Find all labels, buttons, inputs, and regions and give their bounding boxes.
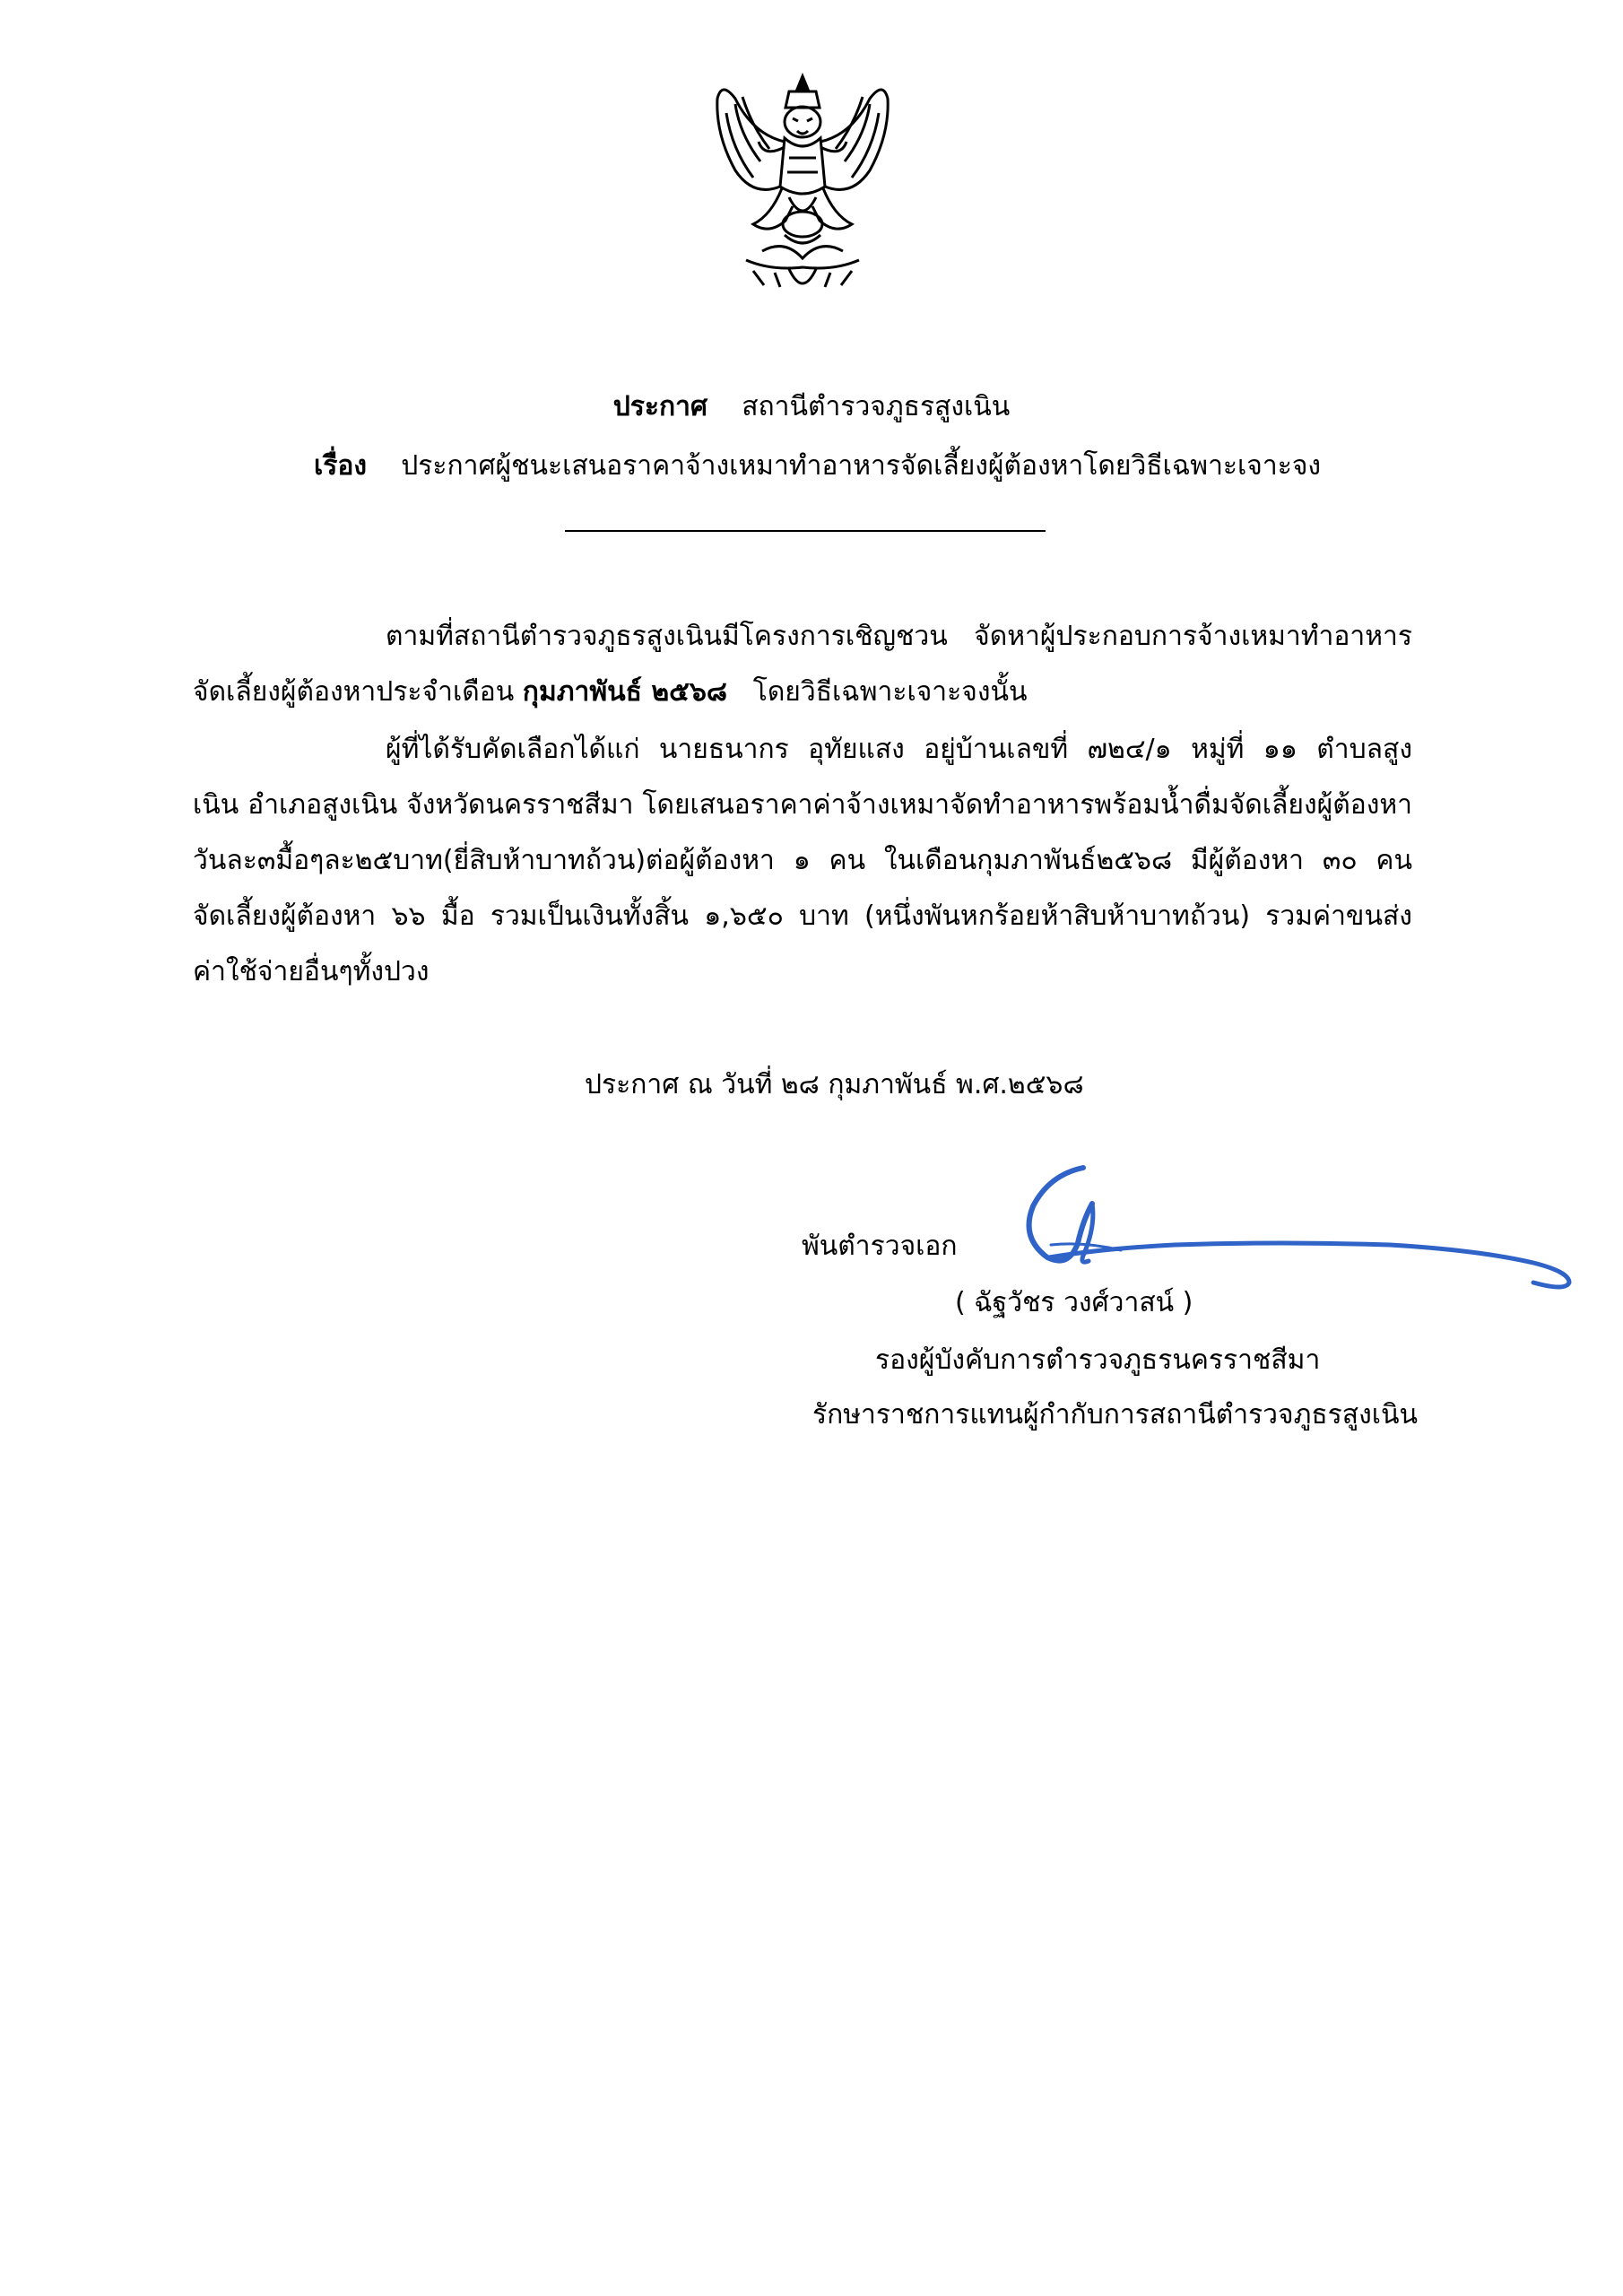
paragraph-1-line-1 xyxy=(386,619,1412,655)
p1-month-year: กุมภาพันธ์ ๒๕๖๘ xyxy=(522,676,728,708)
p2-l4-w0: จัดเลี้ยงผู้ต้องหา xyxy=(193,900,377,932)
name-text: ( ฉัฐวัชร วงศ์วาสน์ ) xyxy=(955,1287,1193,1318)
p2-l1-w1: นายธนากร xyxy=(658,734,789,765)
p2-l2-w0: เนิน xyxy=(193,789,239,821)
paragraph-2-line-2 xyxy=(193,787,1412,823)
paragraph-2-line-3 xyxy=(193,843,1412,879)
p2-l4-w4: ๑,๖๕๐ xyxy=(704,900,784,932)
acting-text: รักษาราชการแทนผู้กำกับการสถานีตำรวจภูธรสูงเนิน xyxy=(812,1399,1418,1431)
p2-l2-w2: จังหวัดนครราชสีมา xyxy=(406,789,634,821)
announce-label: ประกาศ xyxy=(612,391,708,422)
p1-line1-part-b: จัดหาผู้ประกอบการจ้างเหมาทำอาหาร xyxy=(974,621,1412,652)
p2-l1-w7: ตำบลสูง xyxy=(1316,734,1412,765)
paragraph-2-line-5 xyxy=(193,954,430,990)
subject-line xyxy=(314,448,1321,484)
p2-l3-w4: มีผู้ต้องหา xyxy=(1190,845,1305,876)
p2-l4-w1: ๖๖ xyxy=(391,900,426,932)
announcement-date xyxy=(585,1067,1084,1103)
p2-l1-w6: ๑๑ xyxy=(1263,734,1298,765)
p1-line2-part-c: โดยวิธีเฉพาะเจาะจงนั้น xyxy=(752,676,1028,708)
p2-l4-w2: มื้อ xyxy=(440,900,475,932)
announcement-heading xyxy=(0,389,1623,425)
garuda-emblem xyxy=(699,72,906,305)
p2-l1-w5: หมู่ที่ xyxy=(1191,734,1245,765)
p2-l2-w1: อำเภอสูงเนิน xyxy=(247,789,398,821)
p2-l3-w5: ๓๐ xyxy=(1322,845,1358,876)
paragraph-2-line-4 xyxy=(193,899,1412,935)
agency-name: สถานีตำรวจภูธรสูงเนิน xyxy=(742,391,1011,422)
p2-l3-w3: ในเดือนกุมภาพันธ์๒๕๖๘ xyxy=(883,845,1173,876)
divider-line xyxy=(565,530,1046,532)
p2-l3-w2: คน xyxy=(829,845,866,876)
signatory-acting xyxy=(812,1397,1418,1433)
signatory-name xyxy=(955,1285,1193,1321)
p2-l1-w4: ๗๒๔/๑ xyxy=(1087,734,1172,765)
subject-label: เรื่อง xyxy=(314,450,368,482)
p2-l3-w6: คน xyxy=(1376,845,1412,876)
p2-l1-w0: ผู้ที่ได้รับคัดเลือกได้แก่ xyxy=(386,734,640,765)
p2-l2-w3: โดยเสนอราคาค่าจ้างเหมาจัดทำอาหารพร้อมน้ำดื่มจัดเลี้ยงผู้ต้องหา xyxy=(642,789,1412,821)
p2-l1-w3: อยู่บ้านเลขที่ xyxy=(924,734,1069,765)
date-text: ประกาศ ณ วันที่ ๒๘ กุมภาพันธ์ พ.ศ.๒๕๖๘ xyxy=(585,1069,1084,1100)
signatory-rank xyxy=(802,1229,958,1265)
paragraph-1-line-2 xyxy=(193,674,1028,710)
p1-line2-part-a: จัดเลี้ยงผู้ต้องหาประจำเดือน xyxy=(193,676,515,708)
p2-l3-w0: วันละ๓มื้อๆละ๒๕บาท(ยี่สิบห้าบาทถ้วน)ต่อผู้ต้องหา xyxy=(193,845,775,876)
subject-text: ประกาศผู้ชนะเสนอราคาจ้างเหมาทำอาหารจัดเลี้ยงผู้ต้องหาโดยวิธีเฉพาะเจาะจง xyxy=(401,450,1322,482)
p2-l4-w7: รวมค่าขนส่ง xyxy=(1265,900,1412,932)
p2-l3-w1: ๑ xyxy=(793,845,811,876)
p2-l4-w6: (หนึ่งพันหกร้อยห้าสิบห้าบาทถ้วน) xyxy=(864,900,1251,932)
rank-text: พันตำรวจเอก xyxy=(802,1231,958,1262)
position-text: รองผู้บังคับการตำรวจภูธรนครราชสีมา xyxy=(875,1344,1321,1376)
p2-l4-w5: บาท xyxy=(799,900,849,932)
paragraph-2-line-1 xyxy=(386,732,1412,768)
p2-l4-w3: รวมเป็นเงินทั้งสิ้น xyxy=(490,900,690,932)
p1-line1-part-a: ตามที่สถานีตำรวจภูธรสูงเนินมีโครงการเชิญชวน xyxy=(386,621,948,652)
signatory-position xyxy=(875,1343,1320,1378)
p2-line5-text: ค่าใช้จ่ายอื่นๆทั้งปวง xyxy=(193,956,430,987)
p2-l1-w2: อุทัยแสง xyxy=(808,734,905,765)
